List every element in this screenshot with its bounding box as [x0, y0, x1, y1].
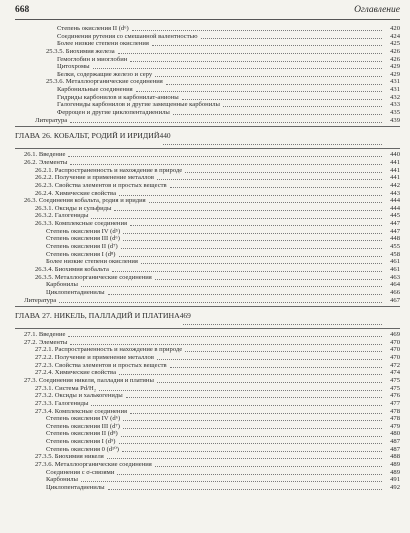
toc-entry-title: 27.3.1. Система Pd/H₂	[35, 384, 97, 392]
toc-entry-row	[15, 86, 400, 94]
toc-entry-title: Галогениды карбонилов и другие замещенные карбонилы	[57, 101, 220, 109]
toc-entry-title: Степень окисления II (d⁸)	[46, 430, 118, 438]
toc-entry-title: Более низкие степени окисления	[46, 258, 138, 266]
toc-entry-row	[15, 71, 400, 79]
leader-dots	[108, 489, 382, 490]
toc-entry-row	[15, 78, 400, 86]
toc-page-number: 447	[390, 220, 400, 228]
toc-entry-row	[15, 258, 400, 266]
toc-entry-title: Соединения с σ-связями	[46, 468, 115, 476]
toc-entry-title: 27.3.2. Оксиды и халькогениды	[35, 392, 123, 400]
toc-entry-row	[15, 453, 400, 461]
leader-dots	[81, 286, 382, 287]
toc-page-number: 476	[390, 392, 400, 400]
toc-entry-row	[15, 469, 400, 477]
toc-entry-title: Цитохромы	[57, 63, 90, 71]
toc-entry-title: Степень окисления II (d⁶)	[57, 25, 129, 32]
leader-dots	[170, 367, 382, 368]
toc-entry-title: Степень окисления IV (d⁵)	[46, 227, 121, 235]
toc-entry-title: 26.2.4. Химические свойства	[35, 189, 116, 197]
toc-entry-row	[15, 274, 400, 282]
toc-entry-title: 25.3.5. Биохимия железа	[46, 47, 115, 55]
leader-dots	[149, 202, 382, 203]
toc-entry-title: 27.2. Элементы	[24, 338, 68, 346]
toc-entry-row	[15, 289, 400, 297]
toc-page-number: 478	[390, 407, 400, 415]
toc-entry-row	[15, 205, 400, 213]
toc-entry-title: Белки, содержащие железо и серу	[57, 70, 153, 78]
leader-dots	[173, 114, 382, 115]
toc-entry-row	[15, 423, 400, 431]
toc-entry-title: 27.3. Соединения никеля, палладия и платины	[24, 376, 154, 384]
leader-dots	[122, 451, 382, 452]
toc-entry-row	[15, 438, 400, 446]
toc-entry-title: Степень окисления I (d⁹)	[46, 438, 116, 446]
leader-dots	[183, 324, 382, 325]
toc-entry-row	[15, 430, 400, 438]
toc-entry-title: Циклопентадиенилы	[46, 288, 105, 296]
toc-entry-title: 26.2.1. Распространенность и нахождение в природе	[35, 166, 183, 174]
toc-page-number: 431	[390, 86, 400, 94]
leader-dots	[155, 279, 382, 280]
leader-dots	[123, 420, 382, 421]
toc-page-number: 470	[390, 354, 400, 362]
toc-entry-row	[15, 484, 400, 492]
toc-page-number: 458	[390, 250, 400, 258]
toc-page-number: 469	[390, 331, 400, 339]
toc-entry-title: Более низкие степени окисления	[57, 40, 149, 48]
toc-page-number: 463	[390, 273, 400, 281]
leader-dots	[70, 344, 382, 345]
toc-page-number: 447	[390, 227, 400, 235]
leader-dots	[182, 99, 382, 100]
leader-dots	[99, 390, 382, 391]
toc-entry-row	[15, 167, 400, 175]
toc-entry-title: 26.3. Соединения кобальта, родия и иридия	[24, 197, 146, 205]
toc-entry-title: Карбонилы	[46, 281, 78, 289]
leader-dots	[185, 351, 382, 352]
toc-entry-row	[15, 109, 400, 117]
toc-entry-title: 26.2.3. Свойства элементов и простых веществ	[35, 181, 167, 189]
toc-page-number: 467	[390, 296, 400, 304]
toc-page-number: 442	[390, 181, 400, 189]
leader-dots	[119, 256, 382, 257]
leader-dots	[121, 248, 382, 249]
toc-entry-row	[15, 339, 400, 347]
toc-entry-title: 26.2. Элементы	[24, 158, 68, 166]
toc-entry-row	[15, 392, 400, 400]
toc-page-number: 487	[390, 438, 400, 446]
toc-page-number: 455	[390, 243, 400, 251]
toc-entry-row	[15, 212, 400, 220]
leader-dots	[107, 458, 382, 459]
leader-dots	[68, 336, 382, 337]
toc-page-number: 475	[390, 384, 400, 392]
leader-dots	[163, 144, 382, 145]
leader-dots	[70, 164, 382, 165]
toc-entry-title: 26.2.2. Получение и применение металлов	[35, 174, 154, 182]
toc-page-number: 475	[390, 376, 400, 384]
toc-entry-row	[15, 408, 400, 416]
toc-page-number: 474	[390, 369, 400, 377]
toc-entry-row	[15, 415, 400, 423]
toc-page-number: 470	[390, 346, 400, 354]
leader-dots	[126, 397, 382, 398]
toc-page-number: 480	[390, 430, 400, 438]
toc-entry-title: Степень окисления III (d⁷)	[46, 422, 120, 430]
toc-entry-title: 26.3.5. Металлоорганические соединения	[35, 273, 152, 281]
toc-chapter-row	[15, 127, 400, 146]
toc-entry-row	[15, 101, 400, 109]
toc-entry-row	[15, 159, 400, 167]
toc-entry-title: Карбонилы	[46, 476, 78, 484]
toc-entry-row	[15, 63, 400, 71]
leader-dots	[91, 405, 382, 406]
leader-dots	[91, 218, 382, 219]
toc-entry-row	[15, 117, 400, 125]
toc-entry-row	[15, 362, 400, 370]
toc-entry-row	[15, 243, 400, 251]
toc-page-number: 489	[390, 461, 400, 469]
toc-entry-row	[15, 151, 400, 159]
toc-entry-title: Ферроцен и другие циклопентадиенилы	[57, 109, 170, 117]
toc-entry-title: 27.2.2. Получение и применение металлов	[35, 354, 154, 362]
toc-page-number: 461	[390, 265, 400, 273]
leader-dots	[123, 233, 382, 234]
toc-page-number: 461	[390, 258, 400, 266]
toc-page-number: 440	[390, 151, 400, 159]
toc-entry-title: 26.1. Введение	[24, 151, 66, 159]
running-title: Оглавление	[354, 5, 400, 15]
toc-page-number: 491	[390, 476, 400, 484]
chapter-rule	[15, 148, 400, 149]
leader-dots	[157, 359, 382, 360]
toc-page-number: 488	[390, 453, 400, 461]
toc-entry-row	[15, 40, 400, 48]
leader-dots	[121, 436, 382, 437]
chapter-rule	[15, 328, 400, 329]
toc-entry-title: 26.3.4. Биохимия кобальта	[35, 265, 109, 273]
toc-entry-title: ГЛАВА 26. КОБАЛЬТ, РОДИЙ И ИРИДИЙ	[15, 131, 160, 141]
leader-dots	[118, 53, 382, 54]
toc-page-number: 477	[390, 399, 400, 407]
toc-page-number: 433	[390, 101, 400, 109]
leader-dots	[141, 263, 382, 264]
toc-page-number: 448	[390, 235, 400, 243]
page-number: 668	[15, 5, 30, 15]
table-of-contents	[15, 25, 400, 492]
toc-entry-title: 27.3.6. Металлоорганические соединения	[35, 461, 152, 469]
leader-dots	[119, 195, 382, 196]
leader-dots	[130, 413, 382, 414]
toc-entry-row	[15, 174, 400, 182]
toc-page-number: 466	[390, 288, 400, 296]
toc-entry-row	[15, 228, 400, 236]
toc-page-number: 424	[390, 32, 400, 40]
toc-page-number: 479	[390, 422, 400, 430]
toc-entry-title: Карбонильные соединения	[57, 86, 133, 94]
leader-dots	[119, 443, 382, 444]
toc-page-number: 469	[179, 311, 191, 321]
toc-entry-row	[15, 354, 400, 362]
toc-page-number: 445	[390, 212, 400, 220]
toc-entry-title: 27.2.1. Распространенность и нахождение в природе	[35, 346, 183, 354]
toc-entry-title: 26.3.3. Комплексные соединения	[35, 220, 128, 228]
leader-dots	[157, 382, 382, 383]
toc-entry-row	[15, 33, 400, 41]
toc-entry-row	[15, 235, 400, 243]
toc-entry-row	[15, 385, 400, 393]
toc-entry-title: ГЛАВА 27. НИКЕЛЬ, ПАЛЛАДИЙ И ПЛАТИНА	[15, 311, 180, 321]
toc-page-number: 443	[390, 189, 400, 197]
toc-entry-title: Степень окисления 0 (d¹⁰)	[46, 445, 119, 453]
header-rule	[15, 19, 400, 20]
toc-entry-title: Литература	[35, 116, 68, 124]
toc-entry-row	[15, 400, 400, 408]
toc-entry-title: 27.1. Введение	[24, 331, 66, 339]
toc-page-number: 420	[390, 25, 400, 32]
leader-dots	[223, 106, 382, 107]
toc-entry-row	[15, 476, 400, 484]
leader-dots	[68, 156, 382, 157]
toc-entry-row	[15, 56, 400, 64]
leader-dots	[155, 466, 382, 467]
leader-dots	[59, 302, 382, 303]
leader-dots	[166, 84, 382, 85]
leader-dots	[132, 30, 382, 31]
toc-entry-title: Циклопентадиенилы	[46, 483, 105, 491]
toc-page-number: 464	[390, 281, 400, 289]
toc-entry-row	[15, 369, 400, 377]
toc-page-number: 470	[390, 338, 400, 346]
toc-entry-title: Степень окисления II (d⁷)	[46, 243, 118, 251]
toc-entry-row	[15, 377, 400, 385]
toc-entry-title: Соединения рутения со смешанной валентностью	[57, 32, 198, 40]
toc-entry-title: 27.2.4. Химические свойства	[35, 369, 116, 377]
leader-dots	[136, 91, 382, 92]
leader-dots	[123, 240, 382, 241]
leader-dots	[155, 76, 382, 77]
leader-dots	[130, 61, 382, 62]
leader-dots	[117, 474, 382, 475]
toc-entry-row	[15, 251, 400, 259]
toc-entry-title: Степень окисления III (d⁶)	[46, 235, 120, 243]
leader-dots	[157, 179, 382, 180]
toc-page-number: 441	[390, 174, 400, 182]
toc-entry-row	[15, 346, 400, 354]
leader-dots	[81, 481, 382, 482]
toc-entry-row	[15, 94, 400, 102]
toc-entry-title: 27.3.5. Биохимия никеля	[35, 453, 104, 461]
toc-page-number: 441	[390, 158, 400, 166]
toc-entry-row	[15, 461, 400, 469]
toc-entry-title: 27.3.4. Комплексные соединения	[35, 407, 128, 415]
toc-page-number: 444	[390, 197, 400, 205]
leader-dots	[114, 210, 382, 211]
leader-dots	[112, 271, 382, 272]
toc-entry-title: 25.3.6. Металлоорганические соединения	[46, 78, 163, 86]
toc-entry-row	[15, 25, 400, 33]
toc-entry-row	[15, 48, 400, 56]
toc-entry-title: Степень окисления IV (d⁶)	[46, 415, 121, 423]
toc-entry-title: 26.3.2. Галогениды	[35, 212, 89, 220]
toc-entry-title: Степень окисления I (d⁸)	[46, 250, 116, 258]
toc-page-number: 492	[390, 483, 400, 491]
toc-page-number: 444	[390, 204, 400, 212]
toc-page-number: 441	[390, 166, 400, 174]
leader-dots	[130, 225, 382, 226]
toc-page-number: 487	[390, 445, 400, 453]
toc-page-number: 429	[390, 63, 400, 71]
leader-dots	[123, 428, 382, 429]
leader-dots	[185, 172, 382, 173]
leader-dots	[93, 68, 382, 69]
toc-entry-row	[15, 190, 400, 198]
toc-page-number: 429	[390, 70, 400, 78]
toc-page-number: 426	[390, 55, 400, 63]
toc-page-number: 426	[390, 47, 400, 55]
toc-entry-row	[15, 182, 400, 190]
toc-entry-row	[15, 331, 400, 339]
leader-dots	[152, 45, 382, 46]
toc-entry-row	[15, 281, 400, 289]
leader-dots	[70, 122, 382, 123]
toc-page-number: 425	[390, 40, 400, 48]
toc-page-number: 439	[390, 116, 400, 124]
toc-page-number: 431	[390, 78, 400, 86]
toc-entry-row	[15, 266, 400, 274]
toc-entry-title: Гидриды карбонилов и карбонилат-анионы	[57, 93, 179, 101]
toc-entry-row	[15, 446, 400, 454]
toc-entry-row	[15, 197, 400, 205]
toc-entry-title: 26.3.1. Оксиды и сульфиды	[35, 204, 112, 212]
leader-dots	[201, 38, 382, 39]
toc-page-number: 435	[390, 109, 400, 117]
toc-page-number: 440	[159, 131, 171, 141]
leader-dots	[119, 374, 382, 375]
toc-entry-row	[15, 297, 400, 305]
toc-entry-title: Гемоглобин и миоглобин	[57, 55, 128, 63]
leader-dots	[170, 187, 382, 188]
toc-page-number: 489	[390, 468, 400, 476]
toc-page-number: 432	[390, 93, 400, 101]
toc-chapter-row	[15, 307, 400, 326]
toc-page-number: 472	[390, 361, 400, 369]
toc-entry-row	[15, 220, 400, 228]
toc-entry-title: Литература	[24, 296, 57, 304]
leader-dots	[108, 294, 382, 295]
toc-entry-title: 27.3.3. Галогениды	[35, 399, 89, 407]
toc-entry-title: 27.2.3. Свойства элементов и простых веществ	[35, 361, 167, 369]
page-header	[0, 5, 410, 19]
toc-page-number: 478	[390, 415, 400, 423]
